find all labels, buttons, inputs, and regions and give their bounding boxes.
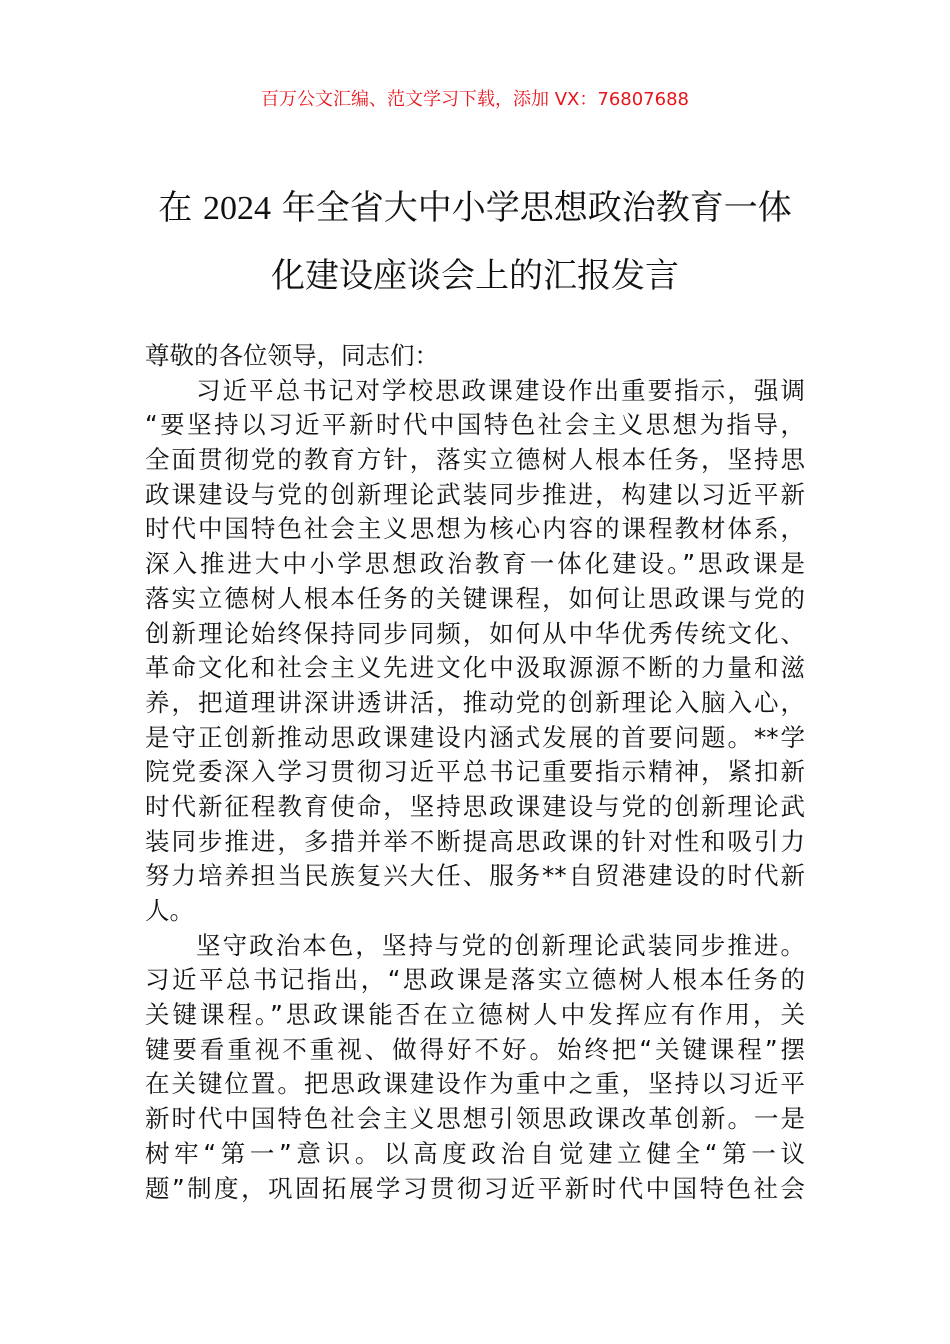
paragraph-line: 革命文化和社会主义先进文化中汲取源源不断的力量和滋 bbox=[145, 653, 805, 683]
paragraph-line: 落实立德树人根本任务的关键课程，如何让思政课与党的 bbox=[145, 583, 805, 613]
paragraph-line: 创新理论始终保持同步同频，如何从中华优秀传统文化、 bbox=[145, 618, 805, 648]
paragraph-line: 题”制度，巩固拓展学习贯彻习近平新时代中国特色社会 bbox=[145, 1173, 805, 1203]
title-suffix: 年全省大中小学思想政治教育一体 bbox=[271, 188, 792, 228]
paragraph-line: 装同步推进，多措并举不断提高思政课的针对性和吸引力 bbox=[145, 826, 805, 856]
paragraph-line: 坚守政治本色，坚持与党的创新理论武装同步推进。 bbox=[196, 930, 805, 960]
paragraph bbox=[145, 374, 805, 929]
header-note: 百万公文汇编、范文学习下载，添加 VX：76807688 bbox=[261, 89, 689, 110]
title-prefix: 在 bbox=[158, 188, 203, 228]
paragraph-line: 政课建设与党的创新理论武装同步推进，构建以习近平新 bbox=[145, 479, 805, 509]
salutation: 尊敬的各位领导，同志们： bbox=[145, 341, 439, 370]
document-title-line-2: 化建设座谈会上的汇报发言 bbox=[271, 256, 679, 296]
paragraph-line: 努力培养担当民族复兴大任、服务**自贸港建设的时代新 bbox=[145, 861, 805, 891]
paragraph-line: 是守正创新推动思政课建设内涵式发展的首要问题。**学 bbox=[145, 722, 805, 752]
paragraph-line: 人。 bbox=[145, 896, 194, 925]
paragraph-line: 时代中国特色社会主义思想为核心内容的课程教材体系， bbox=[145, 514, 805, 544]
paragraph-line: 键要看重视不重视、做得好不好。始终把“关键课程”摆 bbox=[145, 1034, 805, 1064]
paragraph-line: 关键课程。”思政课能否在立德树人中发挥应有作用，关 bbox=[145, 1000, 805, 1030]
paragraph-line: 养，把道理讲深讲透讲活，推动党的创新理论入脑入心， bbox=[145, 687, 805, 717]
paragraph-line: “要坚持以习近平新时代中国特色社会主义思想为指导， bbox=[145, 410, 805, 440]
paragraph-line: 习近平总书记对学校思政课建设作出重要指示，强调 bbox=[196, 375, 805, 405]
document-body bbox=[145, 339, 805, 1206]
document-title-line-1 bbox=[0, 180, 950, 229]
paragraph-line: 新时代中国特色社会主义思想引领思政课改革创新。一是 bbox=[145, 1104, 805, 1134]
paragraphs bbox=[145, 374, 805, 1207]
paragraph-line: 院党委深入学习贯彻习近平总书记重要指示精神，紧扣新 bbox=[145, 757, 805, 787]
paragraph-line: 全面贯彻党的教育方针，落实立德树人根本任务，坚持思 bbox=[145, 445, 805, 475]
paragraph-line: 时代新征程教育使命，坚持思政课建设与党的创新理论武 bbox=[145, 791, 805, 821]
paragraph bbox=[145, 929, 805, 1207]
title-year: 2024 bbox=[203, 190, 271, 227]
paragraph-line: 树牢“第一”意识。以高度政治自觉建立健全“第一议 bbox=[145, 1138, 805, 1168]
paragraph-line: 习近平总书记指出，“思政课是落实立德树人根本任务的 bbox=[145, 965, 805, 995]
paragraph-line: 在关键位置。把思政课建设作为重中之重，坚持以习近平 bbox=[145, 1069, 805, 1099]
paragraph-line: 深入推进大中小学思想政治教育一体化建设。”思政课是 bbox=[145, 549, 805, 579]
